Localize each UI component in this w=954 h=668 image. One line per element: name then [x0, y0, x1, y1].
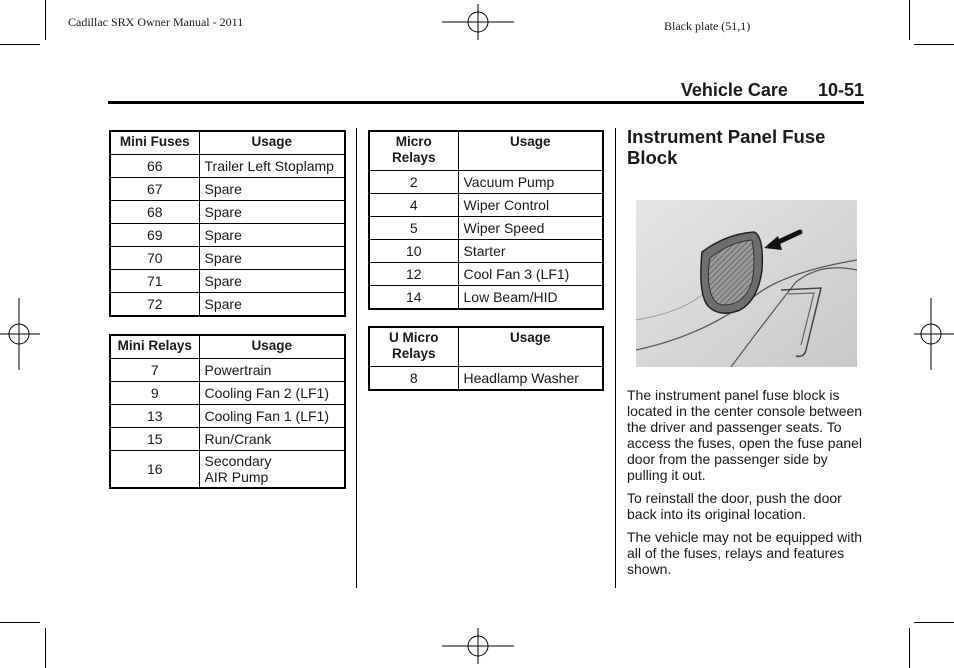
table-row: [110, 359, 345, 382]
table-row: [110, 451, 345, 489]
relay-number: 15: [110, 428, 199, 451]
fuse-usage: Spare: [199, 178, 345, 201]
crop-mark: [914, 622, 954, 623]
mini-fuses-table: [109, 130, 346, 317]
page-number: 10-51: [817, 80, 864, 100]
print-header-right: Black plate (51,1): [664, 19, 751, 33]
fuse-usage: Spare: [199, 270, 345, 293]
table-row: [369, 240, 603, 263]
table-row: [369, 217, 603, 240]
table-row: [110, 178, 345, 201]
fuse-usage: Spare: [199, 247, 345, 270]
relay-usage: Wiper Control: [458, 194, 603, 217]
relay-number: 5: [369, 217, 458, 240]
table-row: [110, 270, 345, 293]
column-header: Usage: [458, 327, 603, 367]
table-row: [110, 382, 345, 405]
table-header-row: [369, 327, 603, 367]
u-micro-relays-table: [368, 326, 604, 391]
fuse-number: 67: [110, 178, 199, 201]
header-rule: [108, 101, 864, 104]
relay-usage: Cooling Fan 2 (LF1): [199, 382, 345, 405]
running-head: [600, 80, 864, 101]
print-header-left: Cadillac SRX Owner Manual - 2011: [68, 15, 244, 29]
column-header: Mini Relays: [110, 335, 199, 359]
fuse-usage: Spare: [199, 293, 345, 317]
relay-number: 9: [110, 382, 199, 405]
relay-number: 2: [369, 171, 458, 194]
paragraph: The vehicle may not be equipped with all of the fuses, relays and features shown.: [627, 529, 863, 577]
column-header: Usage: [458, 131, 603, 171]
fuse-usage: Spare: [199, 201, 345, 224]
relay-usage: Cool Fan 3 (LF1): [458, 263, 603, 286]
column-header: U Micro Relays: [369, 327, 458, 367]
registration-mark-icon: [442, 4, 514, 40]
column-header: Mini Fuses: [110, 131, 199, 155]
table-row: [110, 155, 345, 178]
crop-mark: [0, 622, 40, 623]
crop-mark: [909, 628, 910, 668]
table-header-row: [369, 131, 603, 171]
fuse-number: 66: [110, 155, 199, 178]
registration-mark-icon: [442, 628, 514, 664]
table-row: [110, 405, 345, 428]
crop-mark: [909, 0, 910, 40]
table-row: [110, 224, 345, 247]
column-header: Usage: [199, 131, 345, 155]
relay-usage: Powertrain: [199, 359, 345, 382]
table-row: [110, 201, 345, 224]
paragraph: To reinstall the door, push the door back into its original location.: [627, 490, 842, 522]
relay-number: 4: [369, 194, 458, 217]
fuse-usage: Trailer Left Stoplamp: [199, 155, 345, 178]
relay-usage: Run/Crank: [199, 428, 345, 451]
relay-usage: Cooling Fan 1 (LF1): [199, 405, 345, 428]
fuse-number: 72: [110, 293, 199, 317]
relay-usage: Wiper Speed: [458, 217, 603, 240]
relay-number: 12: [369, 263, 458, 286]
relay-number: 14: [369, 286, 458, 310]
relay-number: 10: [369, 240, 458, 263]
relay-usage: Secondary AIR Pump: [199, 451, 345, 489]
crop-mark: [45, 628, 46, 668]
mini-relays-table: [109, 334, 346, 489]
relay-number: 7: [110, 359, 199, 382]
fuse-number: 69: [110, 224, 199, 247]
table-header-row: [110, 131, 345, 155]
paragraph: The instrument panel fuse block is located in the center console between the driver and passenger seats. To access the fuses, open the fuse panel door from the passenger side by pulling it out.: [627, 387, 863, 483]
crop-mark: [914, 44, 954, 45]
fuse-panel-door-illustration: [636, 200, 857, 367]
table-row: [369, 194, 603, 217]
crop-mark: [0, 44, 40, 45]
column-header: Usage: [199, 335, 345, 359]
table-row: [110, 247, 345, 270]
column-header: Micro Relays: [369, 131, 458, 171]
fuse-number: 71: [110, 270, 199, 293]
table-row: [110, 293, 345, 317]
table-row: [110, 428, 345, 451]
column-divider: [615, 128, 616, 588]
relay-usage: Starter: [458, 240, 603, 263]
registration-mark-icon: [0, 298, 40, 370]
table-row: [369, 171, 603, 194]
table-row: [369, 286, 603, 310]
relay-usage: Low Beam/HID: [458, 286, 603, 310]
section-name: Vehicle Care: [680, 80, 788, 100]
relay-number: 13: [110, 405, 199, 428]
micro-relays-table: [368, 130, 604, 310]
fuse-number: 70: [110, 247, 199, 270]
relay-usage: Vacuum Pump: [458, 171, 603, 194]
relay-number: 16: [110, 451, 199, 489]
crop-mark: [45, 0, 46, 40]
relay-number: 8: [369, 367, 458, 391]
table-row: [369, 263, 603, 286]
registration-mark-icon: [914, 298, 954, 370]
relay-usage: Headlamp Washer: [458, 367, 603, 391]
table-row: [369, 367, 603, 391]
fuse-number: 68: [110, 201, 199, 224]
column-divider: [356, 128, 357, 588]
table-header-row: [110, 335, 345, 359]
fuse-usage: Spare: [199, 224, 345, 247]
section-title: Instrument Panel Fuse Block: [627, 126, 826, 168]
